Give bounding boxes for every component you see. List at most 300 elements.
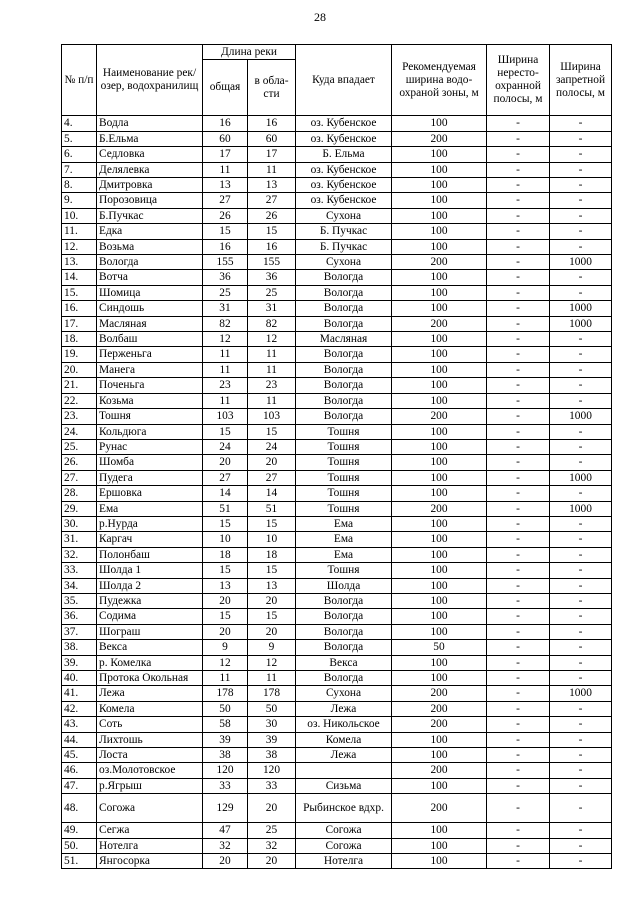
river-name-cell: Делялевка <box>97 162 203 177</box>
forbidden-width-cell: 1000 <box>550 686 612 701</box>
length-total-cell: 120 <box>203 763 248 778</box>
length-region-cell: 13 <box>248 178 296 193</box>
length-total-cell: 15 <box>203 424 248 439</box>
river-name-cell: Шолда 2 <box>97 578 203 593</box>
length-total-cell: 26 <box>203 208 248 223</box>
length-total-cell: 11 <box>203 347 248 362</box>
flows-into-cell: Вологда <box>296 593 392 608</box>
river-name-cell: Комела <box>97 701 203 716</box>
length-region-cell: 155 <box>248 255 296 270</box>
river-name-cell: Козьма <box>97 393 203 408</box>
spawning-width-cell: - <box>487 763 550 778</box>
length-total-cell: 38 <box>203 748 248 763</box>
length-total-cell: 11 <box>203 162 248 177</box>
forbidden-width-cell: - <box>550 285 612 300</box>
row-number-cell: 20. <box>62 362 97 377</box>
forbidden-width-cell: - <box>550 347 612 362</box>
flows-into-cell: Б. Ельма <box>296 147 392 162</box>
length-region-cell: 31 <box>248 301 296 316</box>
row-number-cell: 40. <box>62 671 97 686</box>
length-total-cell: 13 <box>203 578 248 593</box>
spawning-width-cell: - <box>487 563 550 578</box>
forbidden-width-cell: - <box>550 224 612 239</box>
table-row <box>62 838 612 853</box>
length-region-cell: 25 <box>248 823 296 838</box>
recommended-width-cell: 100 <box>392 439 487 454</box>
forbidden-width-cell: - <box>550 609 612 624</box>
river-name-cell: Шограш <box>97 624 203 639</box>
table-row <box>62 609 612 624</box>
table-row <box>62 347 612 362</box>
recommended-width-cell: 100 <box>392 147 487 162</box>
length-region-cell: 18 <box>248 547 296 562</box>
length-total-cell: 103 <box>203 409 248 424</box>
length-total-cell: 23 <box>203 378 248 393</box>
forbidden-width-cell: - <box>550 640 612 655</box>
length-total-cell: 51 <box>203 501 248 516</box>
length-region-cell: 103 <box>248 409 296 424</box>
length-total-cell: 11 <box>203 362 248 377</box>
flows-into-cell: Вологда <box>296 301 392 316</box>
row-number-cell: 49. <box>62 823 97 838</box>
row-number-cell: 16. <box>62 301 97 316</box>
length-region-cell: 20 <box>248 794 296 823</box>
length-total-cell: 24 <box>203 439 248 454</box>
forbidden-width-cell: 1000 <box>550 470 612 485</box>
header-name: Наименование рек/озер, водохранилищ <box>97 45 203 116</box>
river-name-cell: Лоста <box>97 748 203 763</box>
spawning-width-cell: - <box>487 609 550 624</box>
length-region-cell: 15 <box>248 563 296 578</box>
river-name-cell: Седловка <box>97 147 203 162</box>
row-number-cell: 29. <box>62 501 97 516</box>
table-row <box>62 732 612 747</box>
recommended-width-cell: 100 <box>392 301 487 316</box>
river-name-cell: р.Ягрыш <box>97 778 203 793</box>
spawning-width-cell: - <box>487 794 550 823</box>
recommended-width-cell: 100 <box>392 486 487 501</box>
flows-into-cell: оз. Кубенское <box>296 162 392 177</box>
table-row <box>62 532 612 547</box>
spawning-width-cell: - <box>487 532 550 547</box>
length-region-cell: 50 <box>248 701 296 716</box>
header-flows-into: Куда впадает <box>296 45 392 116</box>
length-region-cell: 51 <box>248 501 296 516</box>
forbidden-width-cell: - <box>550 655 612 670</box>
river-name-cell: Сегжа <box>97 823 203 838</box>
row-number-cell: 15. <box>62 285 97 300</box>
length-region-cell: 15 <box>248 516 296 531</box>
spawning-width-cell: - <box>487 455 550 470</box>
table-row <box>62 578 612 593</box>
table-row <box>62 671 612 686</box>
table-row <box>62 486 612 501</box>
header-spawning-width: Ширина нересто-охранной полосы, м <box>487 45 550 116</box>
table-body <box>62 116 612 869</box>
river-name-cell: Нотелга <box>97 838 203 853</box>
row-number-cell: 17. <box>62 316 97 331</box>
forbidden-width-cell: - <box>550 532 612 547</box>
rivers-table <box>61 44 612 869</box>
flows-into-cell: Вологда <box>296 609 392 624</box>
table-row <box>62 563 612 578</box>
recommended-width-cell: 100 <box>392 285 487 300</box>
page-number: 28 <box>314 10 326 24</box>
flows-into-cell: Тошня <box>296 501 392 516</box>
forbidden-width-cell: - <box>550 763 612 778</box>
length-region-cell: 13 <box>248 578 296 593</box>
flows-into-cell: Шолда <box>296 578 392 593</box>
row-number-cell: 12. <box>62 239 97 254</box>
recommended-width-cell: 200 <box>392 717 487 732</box>
length-region-cell: 9 <box>248 640 296 655</box>
spawning-width-cell: - <box>487 193 550 208</box>
header-num: № п/п <box>62 45 97 116</box>
length-region-cell: 11 <box>248 347 296 362</box>
row-number-cell: 41. <box>62 686 97 701</box>
recommended-width-cell: 100 <box>392 208 487 223</box>
recommended-width-cell: 200 <box>392 409 487 424</box>
row-number-cell: 22. <box>62 393 97 408</box>
spawning-width-cell: - <box>487 748 550 763</box>
forbidden-width-cell: - <box>550 162 612 177</box>
forbidden-width-cell: - <box>550 208 612 223</box>
table-row <box>62 255 612 270</box>
spawning-width-cell: - <box>487 823 550 838</box>
river-name-cell: Полонбаш <box>97 547 203 562</box>
row-number-cell: 38. <box>62 640 97 655</box>
flows-into-cell: оз. Кубенское <box>296 131 392 146</box>
flows-into-cell: Вологда <box>296 624 392 639</box>
table-row <box>62 208 612 223</box>
row-number-cell: 44. <box>62 732 97 747</box>
forbidden-width-cell: - <box>550 778 612 793</box>
table-row <box>62 162 612 177</box>
table-row <box>62 193 612 208</box>
recommended-width-cell: 100 <box>392 593 487 608</box>
length-total-cell: 32 <box>203 838 248 853</box>
forbidden-width-cell: - <box>550 393 612 408</box>
flows-into-cell: Тошня <box>296 439 392 454</box>
spawning-width-cell: - <box>487 424 550 439</box>
spawning-width-cell: - <box>487 332 550 347</box>
table-row <box>62 593 612 608</box>
river-name-cell: Лежа <box>97 686 203 701</box>
table-row <box>62 439 612 454</box>
forbidden-width-cell: - <box>550 701 612 716</box>
spawning-width-cell: - <box>487 131 550 146</box>
spawning-width-cell: - <box>487 116 550 131</box>
row-number-cell: 7. <box>62 162 97 177</box>
length-region-cell: 15 <box>248 424 296 439</box>
recommended-width-cell: 100 <box>392 854 487 869</box>
recommended-width-cell: 100 <box>392 609 487 624</box>
recommended-width-cell: 100 <box>392 332 487 347</box>
river-name-cell: Б.Ельма <box>97 131 203 146</box>
flows-into-cell: Тошня <box>296 563 392 578</box>
recommended-width-cell: 100 <box>392 470 487 485</box>
spawning-width-cell: - <box>487 224 550 239</box>
table-row <box>62 778 612 793</box>
flows-into-cell: Вологда <box>296 285 392 300</box>
river-name-cell: Порозовица <box>97 193 203 208</box>
spawning-width-cell: - <box>487 578 550 593</box>
recommended-width-cell: 50 <box>392 640 487 655</box>
length-total-cell: 12 <box>203 332 248 347</box>
header-length-group: Длина реки <box>203 45 296 60</box>
forbidden-width-cell: - <box>550 424 612 439</box>
table-header <box>62 45 612 116</box>
recommended-width-cell: 100 <box>392 778 487 793</box>
row-number-cell: 19. <box>62 347 97 362</box>
spawning-width-cell: - <box>487 671 550 686</box>
row-number-cell: 47. <box>62 778 97 793</box>
recommended-width-cell: 100 <box>392 578 487 593</box>
forbidden-width-cell: - <box>550 270 612 285</box>
river-name-cell: Согожа <box>97 794 203 823</box>
length-total-cell: 178 <box>203 686 248 701</box>
table-row <box>62 224 612 239</box>
row-number-cell: 36. <box>62 609 97 624</box>
length-total-cell: 36 <box>203 270 248 285</box>
table-row <box>62 316 612 331</box>
flows-into-cell: Ема <box>296 532 392 547</box>
river-name-cell: Кольдюга <box>97 424 203 439</box>
length-region-cell: 25 <box>248 285 296 300</box>
table-row <box>62 393 612 408</box>
recommended-width-cell: 100 <box>392 838 487 853</box>
row-number-cell: 51. <box>62 854 97 869</box>
flows-into-cell: Вологда <box>296 270 392 285</box>
river-name-cell: Векса <box>97 640 203 655</box>
row-number-cell: 23. <box>62 409 97 424</box>
spawning-width-cell: - <box>487 439 550 454</box>
table-row <box>62 178 612 193</box>
spawning-width-cell: - <box>487 593 550 608</box>
row-number-cell: 35. <box>62 593 97 608</box>
spawning-width-cell: - <box>487 854 550 869</box>
recommended-width-cell: 200 <box>392 701 487 716</box>
table-row <box>62 501 612 516</box>
header-length-region: в обла-сти <box>248 60 296 116</box>
forbidden-width-cell: - <box>550 838 612 853</box>
forbidden-width-cell: - <box>550 854 612 869</box>
river-name-cell: оз.Молотовское <box>97 763 203 778</box>
forbidden-width-cell: - <box>550 378 612 393</box>
flows-into-cell: оз. Кубенское <box>296 178 392 193</box>
row-number-cell: 31. <box>62 532 97 547</box>
length-region-cell: 16 <box>248 239 296 254</box>
flows-into-cell: Согожа <box>296 823 392 838</box>
length-total-cell: 27 <box>203 193 248 208</box>
flows-into-cell: Вологда <box>296 347 392 362</box>
length-region-cell: 16 <box>248 116 296 131</box>
row-number-cell: 26. <box>62 455 97 470</box>
length-region-cell: 11 <box>248 162 296 177</box>
row-number-cell: 46. <box>62 763 97 778</box>
row-number-cell: 18. <box>62 332 97 347</box>
spawning-width-cell: - <box>487 686 550 701</box>
flows-into-cell: Вологда <box>296 378 392 393</box>
spawning-width-cell: - <box>487 285 550 300</box>
spawning-width-cell: - <box>487 378 550 393</box>
flows-into-cell: Вологда <box>296 393 392 408</box>
length-region-cell: 33 <box>248 778 296 793</box>
length-total-cell: 18 <box>203 547 248 562</box>
flows-into-cell: Вологда <box>296 409 392 424</box>
spawning-width-cell: - <box>487 301 550 316</box>
recommended-width-cell: 100 <box>392 116 487 131</box>
river-name-cell: Пудега <box>97 470 203 485</box>
recommended-width-cell: 100 <box>392 547 487 562</box>
recommended-width-cell: 100 <box>392 823 487 838</box>
header-recommended-width: Рекомендуемая ширина водо-охраной зоны, м <box>392 45 487 116</box>
length-region-cell: 120 <box>248 763 296 778</box>
row-number-cell: 48. <box>62 794 97 823</box>
river-name-cell: Каргач <box>97 532 203 547</box>
length-total-cell: 16 <box>203 116 248 131</box>
forbidden-width-cell: - <box>550 439 612 454</box>
spawning-width-cell: - <box>487 208 550 223</box>
river-name-cell: Б.Пучкас <box>97 208 203 223</box>
recommended-width-cell: 100 <box>392 239 487 254</box>
recommended-width-cell: 200 <box>392 255 487 270</box>
flows-into-cell: Б. Пучкас <box>296 224 392 239</box>
recommended-width-cell: 200 <box>392 316 487 331</box>
recommended-width-cell: 100 <box>392 732 487 747</box>
forbidden-width-cell: - <box>550 178 612 193</box>
length-total-cell: 17 <box>203 147 248 162</box>
length-total-cell: 82 <box>203 316 248 331</box>
length-total-cell: 47 <box>203 823 248 838</box>
row-number-cell: 8. <box>62 178 97 193</box>
flows-into-cell: Ема <box>296 547 392 562</box>
forbidden-width-cell: - <box>550 547 612 562</box>
row-number-cell: 43. <box>62 717 97 732</box>
table-row <box>62 424 612 439</box>
table-row <box>62 655 612 670</box>
forbidden-width-cell: - <box>550 578 612 593</box>
flows-into-cell: Сухона <box>296 686 392 701</box>
river-name-cell: Манега <box>97 362 203 377</box>
recommended-width-cell: 100 <box>392 362 487 377</box>
forbidden-width-cell: - <box>550 486 612 501</box>
row-number-cell: 24. <box>62 424 97 439</box>
forbidden-width-cell: - <box>550 193 612 208</box>
spawning-width-cell: - <box>487 470 550 485</box>
recommended-width-cell: 100 <box>392 563 487 578</box>
length-total-cell: 20 <box>203 455 248 470</box>
table-row <box>62 547 612 562</box>
table-row <box>62 686 612 701</box>
length-total-cell: 16 <box>203 239 248 254</box>
flows-into-cell: Согожа <box>296 838 392 853</box>
spawning-width-cell: - <box>487 547 550 562</box>
river-name-cell: Ершовка <box>97 486 203 501</box>
spawning-width-cell: - <box>487 778 550 793</box>
spawning-width-cell: - <box>487 147 550 162</box>
river-name-cell: р.Нурда <box>97 516 203 531</box>
recommended-width-cell: 100 <box>392 193 487 208</box>
length-total-cell: 15 <box>203 224 248 239</box>
row-number-cell: 11. <box>62 224 97 239</box>
length-region-cell: 12 <box>248 332 296 347</box>
recommended-width-cell: 100 <box>392 378 487 393</box>
spawning-width-cell: - <box>487 409 550 424</box>
length-region-cell: 32 <box>248 838 296 853</box>
recommended-width-cell: 100 <box>392 748 487 763</box>
flows-into-cell: Тошня <box>296 470 392 485</box>
length-total-cell: 33 <box>203 778 248 793</box>
row-number-cell: 6. <box>62 147 97 162</box>
row-number-cell: 27. <box>62 470 97 485</box>
recommended-width-cell: 100 <box>392 270 487 285</box>
forbidden-width-cell: - <box>550 147 612 162</box>
flows-into-cell: оз. Кубенское <box>296 193 392 208</box>
recommended-width-cell: 100 <box>392 532 487 547</box>
forbidden-width-cell: - <box>550 748 612 763</box>
row-number-cell: 21. <box>62 378 97 393</box>
length-region-cell: 60 <box>248 131 296 146</box>
length-total-cell: 129 <box>203 794 248 823</box>
row-number-cell: 30. <box>62 516 97 531</box>
length-region-cell: 27 <box>248 470 296 485</box>
table-row <box>62 270 612 285</box>
length-region-cell: 36 <box>248 270 296 285</box>
row-number-cell: 33. <box>62 563 97 578</box>
river-name-cell: Протока Окольная <box>97 671 203 686</box>
recommended-width-cell: 100 <box>392 347 487 362</box>
spawning-width-cell: - <box>487 486 550 501</box>
flows-into-cell: Лежа <box>296 701 392 716</box>
row-number-cell: 50. <box>62 838 97 853</box>
spawning-width-cell: - <box>487 178 550 193</box>
forbidden-width-cell: - <box>550 131 612 146</box>
table-row <box>62 640 612 655</box>
forbidden-width-cell: - <box>550 624 612 639</box>
length-total-cell: 11 <box>203 393 248 408</box>
row-number-cell: 28. <box>62 486 97 501</box>
flows-into-cell: Сизьма <box>296 778 392 793</box>
flows-into-cell: Масляная <box>296 332 392 347</box>
length-total-cell: 27 <box>203 470 248 485</box>
length-region-cell: 15 <box>248 224 296 239</box>
river-name-cell: Пудежка <box>97 593 203 608</box>
river-name-cell: Поченьга <box>97 378 203 393</box>
flows-into-cell: Б. Пучкас <box>296 239 392 254</box>
row-number-cell: 32. <box>62 547 97 562</box>
river-name-cell: Вотча <box>97 270 203 285</box>
length-region-cell: 30 <box>248 717 296 732</box>
recommended-width-cell: 100 <box>392 393 487 408</box>
river-name-cell: Синдошь <box>97 301 203 316</box>
forbidden-width-cell: - <box>550 516 612 531</box>
river-name-cell: Рунас <box>97 439 203 454</box>
length-total-cell: 58 <box>203 717 248 732</box>
river-name-cell: Янгосорка <box>97 854 203 869</box>
river-name-cell: р. Комелка <box>97 655 203 670</box>
flows-into-cell <box>296 763 392 778</box>
table-row <box>62 470 612 485</box>
length-total-cell: 9 <box>203 640 248 655</box>
length-region-cell: 20 <box>248 624 296 639</box>
table-row <box>62 362 612 377</box>
river-name-cell: Перженьга <box>97 347 203 362</box>
table-row <box>62 147 612 162</box>
length-total-cell: 10 <box>203 532 248 547</box>
length-region-cell: 27 <box>248 193 296 208</box>
row-number-cell: 13. <box>62 255 97 270</box>
